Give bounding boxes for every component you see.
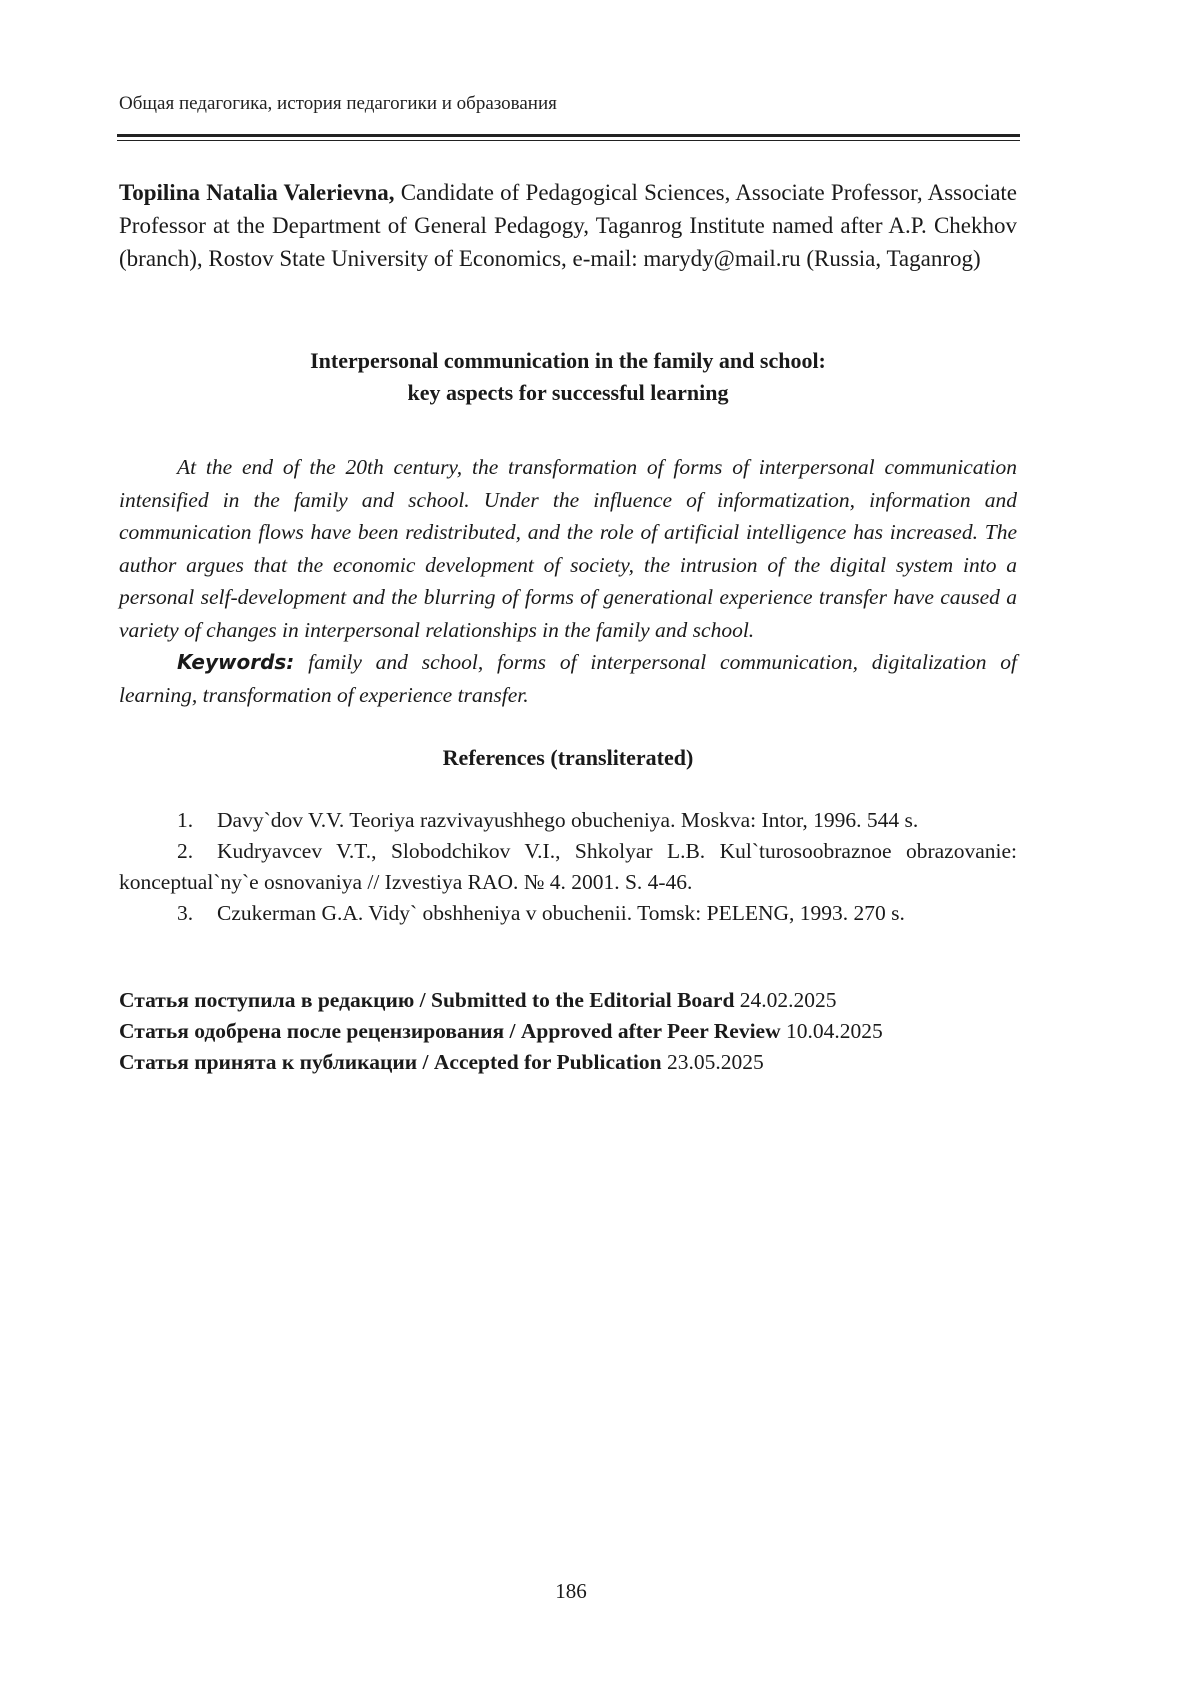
title-line-2: key aspects for successful learning <box>407 380 729 405</box>
title-line-1: Interpersonal communication in the family and school: <box>310 348 826 373</box>
submitted-line <box>119 985 1017 1016</box>
submitted-date: 24.02.2025 <box>739 988 837 1012</box>
header-rule-thin <box>117 140 1020 141</box>
reference-item <box>119 805 1017 836</box>
author-block <box>119 176 1017 275</box>
reference-number: 1. <box>177 808 194 832</box>
keywords-paragraph <box>119 646 1017 711</box>
references-heading: References (transliterated) <box>442 745 694 770</box>
reference-text: Kudryavcev V.T., Slobodchikov V.I., Shkolyar L.B. Kul`turosoobraznoe obrazovanie: konceptual`ny`e osnovaniya // Izvestiya RAO. № 4. 2001. S. 4-46. <box>119 839 1017 894</box>
reference-text: Czukerman G.A. Vidy` obshheniya v obuchenii. Tomsk: PELENG, 1993. 270 s. <box>217 901 905 925</box>
reference-item <box>119 898 1017 929</box>
reference-text: Davy`dov V.V. Teoriya razvivayushhego obucheniya. Moskva: Intor, 1996. 544 s. <box>217 808 919 832</box>
header-rule-thick <box>117 134 1020 137</box>
accepted-line <box>119 1047 1017 1078</box>
reference-number: 2. <box>177 839 194 863</box>
author-details: Candidate of Pedagogical Sciences, Associate Professor, Associate Professor at the Department of General Pedagogy, Taganrog Institute named after A.P. Chekhov (branch), Rostov State University of Economics, e-mail: marydy@mail.ru (Russia, Taganrog) <box>119 180 1017 271</box>
publication-dates <box>119 985 1017 1078</box>
running-head: Общая педагогика, история педагогики и образования <box>119 93 557 114</box>
references-list <box>119 805 1017 929</box>
keywords-label: Keywords: <box>177 650 295 674</box>
author-name: Topilina Natalia Valerievna, <box>119 180 395 205</box>
approved-line <box>119 1016 1017 1047</box>
abstract-block <box>119 451 1017 711</box>
reference-number: 3. <box>177 901 194 925</box>
accepted-date: 23.05.2025 <box>666 1050 764 1074</box>
approved-label: Статья одобрена после рецензирования / Approved after Peer Review <box>119 1019 781 1043</box>
submitted-label: Статья поступила в редакцию / Submitted to the Editorial Board <box>119 988 735 1012</box>
approved-date: 10.04.2025 <box>785 1019 883 1043</box>
article-title <box>119 345 1017 409</box>
page-number: 186 <box>555 1579 587 1603</box>
abstract-text: At the end of the 20th century, the transformation of forms of interpersonal communication intensified in the family and school. Under the influence of informatization, information and communication flows have been redistributed, and the role of artificial intelligence has increased. The author argues that the economic development of society, the intrusion of the digital system into a personal self-development and the blurring of forms of generational experience transfer have caused a variety of changes in interpersonal relationships in the family and school. <box>119 455 1017 642</box>
accepted-label: Статья принята к публикации / Accepted for Publication <box>119 1050 662 1074</box>
keywords-text: family and school, forms of interpersonal communication, digitalization of learning, transformation of experience transfer. <box>119 650 1017 707</box>
reference-item <box>119 836 1017 898</box>
